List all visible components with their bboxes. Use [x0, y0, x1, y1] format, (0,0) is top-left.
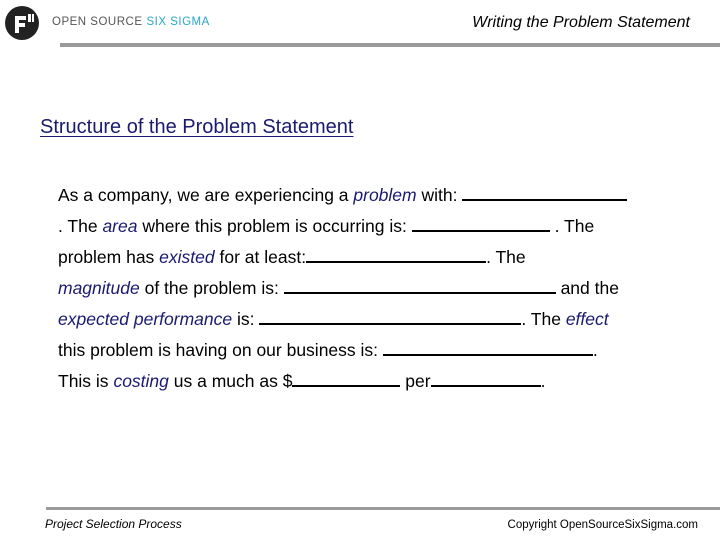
text-segment: us a much as $ [168, 371, 293, 391]
emphasis-costing: costing [113, 371, 169, 391]
text-segment: . The [58, 216, 103, 236]
text-segment: where this problem is occurring is: [137, 216, 412, 236]
blank-area [412, 215, 550, 232]
statement-line-4 [58, 273, 720, 304]
emphasis-problem: problem [353, 185, 417, 205]
footer-divider [46, 507, 720, 510]
text-segment: . The [521, 309, 566, 329]
text-segment: This is [58, 371, 114, 391]
slide-header-title: Writing the Problem Statement [472, 14, 690, 31]
statement-line-6 [58, 335, 720, 366]
emphasis-magnitude: magnitude [58, 278, 140, 298]
statement-line-7 [58, 366, 720, 397]
emphasis-area: area [102, 216, 138, 236]
text-segment: for at least: [214, 247, 307, 267]
statement-line-2 [58, 211, 720, 242]
brand-accent: SIX SIGMA [146, 16, 210, 28]
brand-name [52, 16, 210, 28]
footer-copyright: Copyright OpenSourceSixSigma.com [507, 519, 698, 531]
text-segment: this problem is having on our business is: [58, 340, 383, 360]
footer-section-label: Project Selection Process [45, 517, 182, 531]
emphasis-existed: existed [159, 247, 215, 267]
text-segment: problem has [58, 247, 160, 267]
header-divider [60, 43, 720, 47]
blank-existed [306, 246, 486, 263]
text-segment: of the problem is: [139, 278, 284, 298]
blank-cost-amount [292, 370, 400, 387]
blank-problem [462, 184, 627, 201]
statement-line-1 [58, 180, 720, 211]
text-segment: and the [555, 278, 619, 298]
company-logo-icon [4, 4, 40, 42]
text-segment: . [592, 340, 598, 360]
statement-line-5 [58, 304, 720, 335]
text-segment: with: [416, 185, 463, 205]
text-segment: . The [486, 247, 526, 267]
blank-magnitude [284, 277, 556, 294]
blank-cost-period [431, 370, 541, 387]
blank-effect [383, 339, 593, 356]
text-segment: per [400, 371, 431, 391]
text-segment: is: [232, 309, 260, 329]
text-segment: . The [549, 216, 595, 236]
section-title: Structure of the Problem Statement [40, 116, 354, 138]
emphasis-effect: effect [565, 309, 609, 329]
problem-statement-template [58, 180, 720, 397]
emphasis-expected-performance: expected performance [58, 309, 233, 329]
text-segment: As a company, we are experiencing a [58, 185, 354, 205]
blank-expected-performance [259, 308, 521, 325]
brand-main: OPEN SOURCE [52, 16, 143, 28]
text-segment: . [540, 371, 546, 391]
statement-line-3 [58, 242, 720, 273]
